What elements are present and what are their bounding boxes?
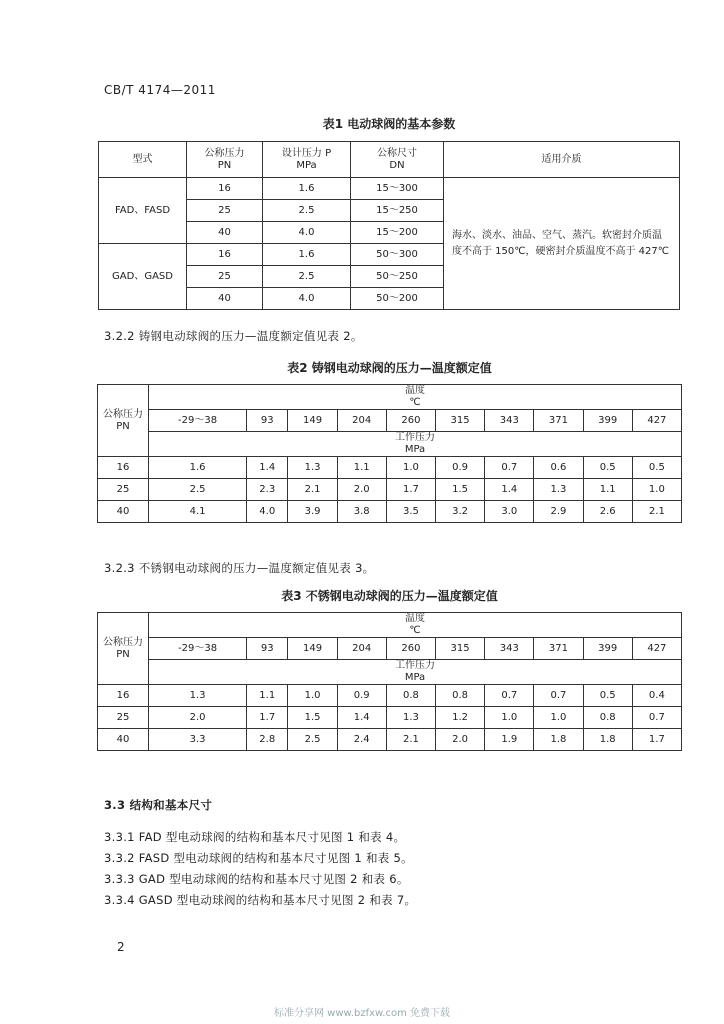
cell: 2.5: [263, 200, 351, 222]
table-row: [98, 707, 682, 729]
t1-h-dn: 公称尺寸 DN: [351, 142, 444, 178]
t1-type-1: FAD、FASD: [99, 178, 187, 244]
item-3-3-3: 3.3.3 GAD 型电动球阀的结构和基本尺寸见图 2 和表 6。: [104, 872, 409, 886]
cell: 1.6: [263, 178, 351, 200]
pressure-cell: 0.5: [583, 457, 632, 479]
temp-cell: 315: [436, 410, 485, 432]
pressure-cell: 1.6: [149, 457, 247, 479]
pressure-cell: 1.8: [583, 729, 632, 751]
item-3-3-1: 3.3.1 FAD 型电动球阀的结构和基本尺寸见图 1 和表 4。: [104, 830, 406, 844]
temp-cell: 149: [288, 410, 337, 432]
temp-cell: 427: [632, 638, 681, 660]
cell: 15～200: [351, 222, 444, 244]
temp-cell: 204: [337, 638, 386, 660]
pressure-cell: 0.8: [583, 707, 632, 729]
t1-type-2: GAD、GASD: [99, 244, 187, 310]
pressure-cell: 0.7: [534, 685, 583, 707]
pressure-cell: 0.7: [485, 457, 534, 479]
table2: [97, 384, 682, 523]
temp-cell: 427: [632, 410, 681, 432]
temp-cell: 343: [485, 638, 534, 660]
pressure-cell: 1.1: [337, 457, 386, 479]
cell: 15～300: [351, 178, 444, 200]
pressure-cell: 3.3: [149, 729, 247, 751]
cell: 4.0: [263, 222, 351, 244]
pressure-cell: 0.5: [632, 457, 681, 479]
item-3-3-2: 3.3.2 FASD 型电动球阀的结构和基本尺寸见图 1 和表 5。: [104, 851, 413, 865]
pressure-cell: 2.6: [583, 501, 632, 523]
table-row: [98, 457, 682, 479]
pn-cell: 25: [98, 479, 149, 501]
t3-temp-header: 温度 ℃: [149, 613, 682, 638]
pressure-cell: 1.3: [149, 685, 247, 707]
pressure-cell: 1.0: [534, 707, 583, 729]
pressure-cell: 0.9: [436, 457, 485, 479]
t1-h-pn: 公称压力 PN: [187, 142, 263, 178]
t1-medium: 海水、淡水、油品、空气、蒸汽。软密封介质温度不高于 150℃，硬密封介质温度不高于 427℃: [444, 178, 680, 310]
cell: 25: [187, 266, 263, 288]
pressure-cell: 2.3: [247, 479, 288, 501]
t3-pn-header: 公称压力 PN: [98, 613, 149, 685]
temp-cell: 149: [288, 638, 337, 660]
standard-code: CB/T 4174—2011: [104, 83, 216, 97]
cell: 50～200: [351, 288, 444, 310]
pressure-cell: 2.1: [386, 729, 435, 751]
pressure-cell: 1.1: [247, 685, 288, 707]
table3-caption: 表3 不锈钢电动球阀的压力—温度额定值: [281, 589, 498, 603]
t2-temp-header: 温度 ℃: [149, 385, 682, 410]
temp-cell: 93: [247, 410, 288, 432]
pressure-cell: 0.5: [583, 685, 632, 707]
pressure-cell: 0.8: [436, 685, 485, 707]
pn-cell: 40: [98, 729, 149, 751]
table-row: [99, 178, 680, 200]
pressure-cell: 1.8: [534, 729, 583, 751]
temp-cell: -29～38: [149, 638, 247, 660]
table2-caption: 表2 铸钢电动球阀的压力—温度额定值: [287, 361, 492, 375]
pressure-cell: 1.0: [288, 685, 337, 707]
pressure-cell: 0.9: [337, 685, 386, 707]
temp-cell: 343: [485, 410, 534, 432]
pressure-cell: 2.0: [436, 729, 485, 751]
pressure-cell: 2.5: [288, 729, 337, 751]
table1: [98, 141, 680, 310]
table1-caption: 表1 电动球阀的基本参数: [322, 117, 456, 131]
pressure-cell: 2.5: [149, 479, 247, 501]
pressure-cell: 1.4: [247, 457, 288, 479]
item-3-3-4: 3.3.4 GASD 型电动球阀的结构和基本尺寸见图 2 和表 7。: [104, 893, 417, 907]
cell: 50～300: [351, 244, 444, 266]
temp-cell: -29～38: [149, 410, 247, 432]
cell: 1.6: [263, 244, 351, 266]
t3-wp-header: 工作压力 MPa: [149, 660, 682, 685]
cell: 15～250: [351, 200, 444, 222]
cell: 16: [187, 178, 263, 200]
pn-cell: 25: [98, 707, 149, 729]
temp-cell: 260: [386, 410, 435, 432]
section-3-3: 3.3 结构和基本尺寸: [104, 798, 213, 812]
pressure-cell: 4.0: [247, 501, 288, 523]
pressure-cell: 1.1: [583, 479, 632, 501]
temp-cell: 260: [386, 638, 435, 660]
pressure-cell: 0.4: [632, 685, 681, 707]
t3-temps-row: [98, 638, 682, 660]
pressure-cell: 3.0: [485, 501, 534, 523]
pressure-cell: 1.0: [386, 457, 435, 479]
cell: 2.5: [263, 266, 351, 288]
pressure-cell: 2.0: [337, 479, 386, 501]
pressure-cell: 1.3: [534, 479, 583, 501]
pn-cell: 16: [98, 685, 149, 707]
pressure-cell: 1.5: [436, 479, 485, 501]
pressure-cell: 1.9: [485, 729, 534, 751]
t1-h-type: 型式: [99, 142, 187, 178]
pressure-cell: 2.0: [149, 707, 247, 729]
pressure-cell: 4.1: [149, 501, 247, 523]
pn-cell: 40: [98, 501, 149, 523]
table-row: [98, 685, 682, 707]
pressure-cell: 1.7: [247, 707, 288, 729]
pressure-cell: 3.2: [436, 501, 485, 523]
temp-cell: 371: [534, 410, 583, 432]
pressure-cell: 3.8: [337, 501, 386, 523]
pn-cell: 16: [98, 457, 149, 479]
pressure-cell: 1.3: [386, 707, 435, 729]
pressure-cell: 1.4: [337, 707, 386, 729]
pressure-cell: 0.7: [632, 707, 681, 729]
temp-cell: 371: [534, 638, 583, 660]
pressure-cell: 1.0: [485, 707, 534, 729]
section-3-2-2: 3.2.2 铸钢电动球阀的压力—温度额定值见表 2。: [104, 329, 363, 343]
cell: 50～250: [351, 266, 444, 288]
pressure-cell: 3.9: [288, 501, 337, 523]
pressure-cell: 0.8: [386, 685, 435, 707]
pressure-cell: 1.4: [485, 479, 534, 501]
t2-temps-row: [98, 410, 682, 432]
pressure-cell: 3.5: [386, 501, 435, 523]
temp-cell: 93: [247, 638, 288, 660]
pressure-cell: 0.6: [534, 457, 583, 479]
t2-wp-header: 工作压力 MPa: [149, 432, 682, 457]
pressure-cell: 1.7: [632, 729, 681, 751]
section-3-2-3: 3.2.3 不锈钢电动球阀的压力—温度额定值见表 3。: [104, 561, 375, 575]
pressure-cell: 2.1: [632, 501, 681, 523]
table-row: [98, 729, 682, 751]
pressure-cell: 1.7: [386, 479, 435, 501]
t1-h-medium: 适用介质: [444, 142, 680, 178]
temp-cell: 399: [583, 638, 632, 660]
pressure-cell: 2.1: [288, 479, 337, 501]
cell: 4.0: [263, 288, 351, 310]
pressure-cell: 2.4: [337, 729, 386, 751]
cell: 40: [187, 288, 263, 310]
table-row: [98, 479, 682, 501]
pressure-cell: 2.9: [534, 501, 583, 523]
cell: 40: [187, 222, 263, 244]
t2-pn-header: 公称压力 PN: [98, 385, 149, 457]
pressure-cell: 0.7: [485, 685, 534, 707]
pressure-cell: 1.2: [436, 707, 485, 729]
pressure-cell: 2.8: [247, 729, 288, 751]
cell: 16: [187, 244, 263, 266]
cell: 25: [187, 200, 263, 222]
pressure-cell: 1.3: [288, 457, 337, 479]
page-number: 2: [117, 940, 125, 954]
table-row: [98, 501, 682, 523]
t1-h-p: 设计压力 P MPa: [263, 142, 351, 178]
pressure-cell: 1.5: [288, 707, 337, 729]
temp-cell: 399: [583, 410, 632, 432]
temp-cell: 315: [436, 638, 485, 660]
pressure-cell: 1.0: [632, 479, 681, 501]
watermark: 标准分享网 www.bzfxw.com 免费下载: [274, 1008, 450, 1019]
table3: [97, 612, 682, 751]
temp-cell: 204: [337, 410, 386, 432]
